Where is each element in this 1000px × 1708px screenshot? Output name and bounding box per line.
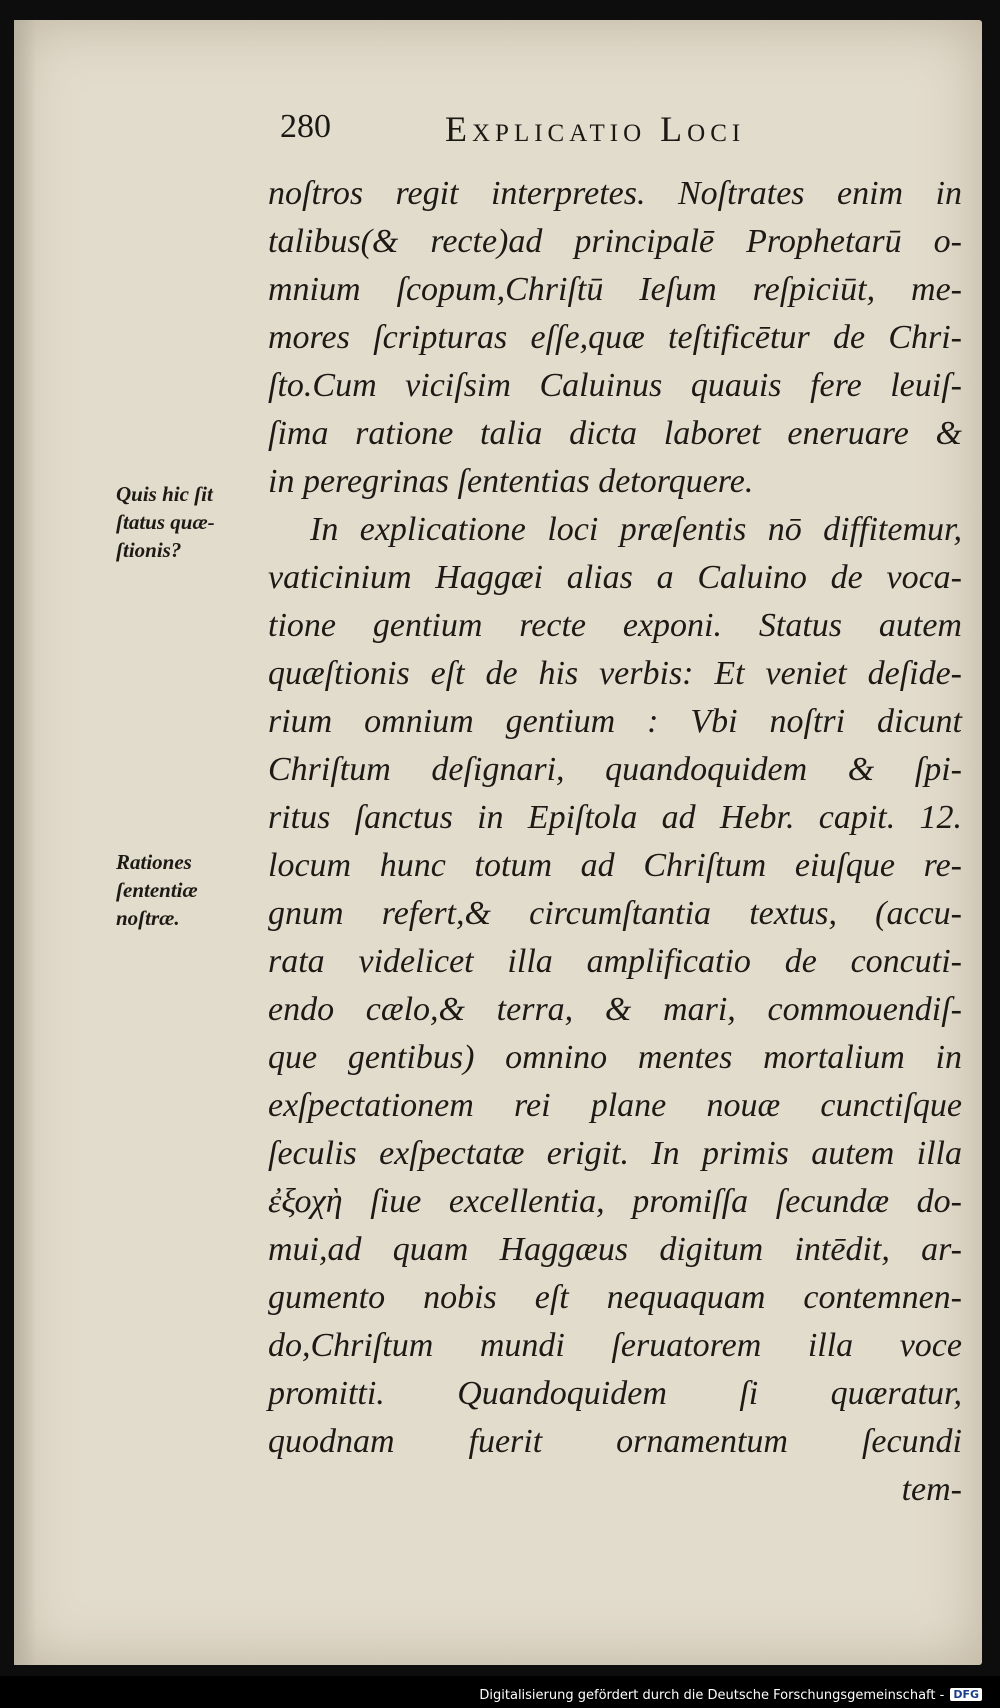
text-line: rium omnium gentium : Vbi noſtri dicunt [268,703,962,740]
margin-note-line: Quis hic ſit [116,482,213,506]
text-line: tione gentium recte exponi. Status autem [268,607,962,644]
text-line: talibus(& recte)ad principalē Prophetarū o- [268,223,962,260]
catchword: tem- [901,1471,962,1508]
text-line: gumento nobis eſt nequaquam contemnen- [268,1279,962,1316]
text-line: quæſtionis eſt de his verbis: Et veniet deſide- [268,655,962,692]
text-line: ſto.Cum viciſsim Caluinus quauis fere leuiſ- [268,367,962,404]
text-line: mui,ad quam Haggæus digitum intēdit, ar- [268,1231,962,1268]
text-line: ritus ſanctus in Epiſtola ad Hebr. capit. 12. [268,799,962,836]
page-spine-shadow [14,20,36,1665]
page-header [280,108,860,156]
text-line: In explicatione loci præſentis nō diffitemur, [310,511,962,548]
margin-note-line: noſtræ. [116,906,180,930]
body-text [268,170,962,1514]
text-line: rata videlicet illa amplificatio de concuti- [268,943,962,980]
footer-credit [479,1688,982,1703]
margin-note-rationes [116,848,276,932]
text-line: quodnam fuerit ornamentum ſecundi [268,1423,962,1460]
text-line: gnum refert,& circumſtantia textus, (accu- [268,895,962,932]
text-line: que gentibus) omnino mentes mortalium in [268,1039,962,1076]
margin-note-line: ſtionis? [116,538,182,562]
page-number: 280 [280,108,331,145]
dfg-logo-icon: DFG [950,1688,982,1701]
margin-note-line: Rationes [116,850,192,874]
text-line: vaticinium Haggæi alias a Caluino de voca- [268,559,962,596]
margin-note-status-quaestionis [116,480,276,564]
text-line: ſima ratione talia dicta laboret eneruare & [268,415,962,452]
text-line: locum hunc totum ad Chriſtum eiuſque re- [268,847,962,884]
text-line: promitti. Quandoquidem ſi quæratur, [268,1375,962,1412]
margin-note-line: ſententiæ [116,878,198,902]
running-head: Explicatio Loci [445,109,746,149]
text-line: noſtros regit interpretes. Noſtrates enim in [268,175,962,212]
text-line: do,Chriſtum mundi ſeruatorem illa voce [268,1327,962,1364]
footer-credit-text: Digitalisierung gefördert durch die Deutsche Forschungsgemeinschaft - [479,1688,945,1703]
text-line: mnium ſcopum,Chriſtū Ieſum reſpiciūt, me- [268,271,962,308]
margin-note-line: ſtatus quæ- [116,510,215,534]
text-line: ἐξοχὴ ſiue excellentia, promiſſa ſecundæ do- [268,1183,962,1220]
text-line: Chriſtum deſignari, quandoquidem & ſpi- [268,751,962,788]
text-line: endo cælo,& terra, & mari, commouendiſ- [268,991,962,1028]
text-line: mores ſcripturas eſſe,quæ teſtificētur de Chri- [268,319,962,356]
text-line: in peregrinas ſententias detorquere. [268,463,754,500]
text-line: ſeculis exſpectatæ erigit. In primis autem illa [268,1135,962,1172]
text-line: exſpectationem rei plane nouæ cunctiſque [268,1087,962,1124]
